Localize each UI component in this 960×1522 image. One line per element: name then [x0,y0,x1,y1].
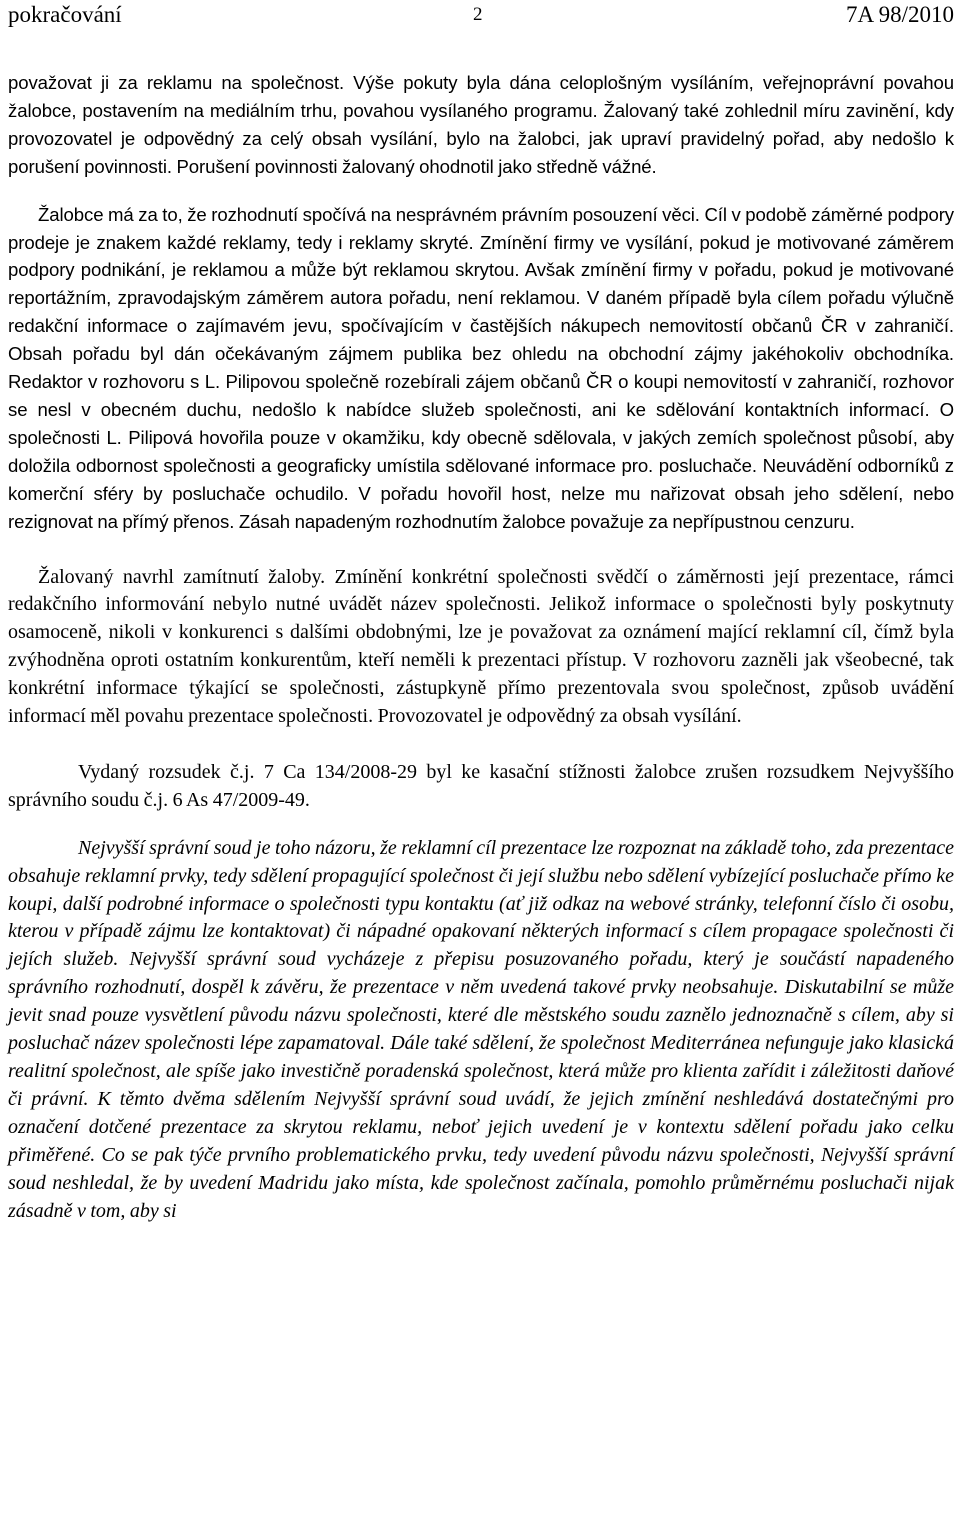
paragraph-plaintiff-argument [8,201,954,536]
paragraph-text: Vydaný rozsudek č.j. 7 Ca 134/2008-29 byl ke kasační stížnosti žalobce zrušen rozsudkem Nejvyššího správního soudu č.j. 6 As 47/2009-49. [8,760,954,811]
header-continuation-label: pokračování [8,2,122,27]
header-page-number: 2 [473,4,483,25]
header-case-number: 7A 98/2010 [846,2,954,27]
paragraph-supreme-court-opinion [8,835,954,1226]
document-body [8,69,954,1225]
paragraph-cassation-judgment [8,759,954,815]
paragraph-text: Nejvyšší správní soud je toho názoru, že reklamní cíl prezentace lze rozpoznat na základě toho, zda prezentace obsahuje reklamní prvky, tedy sdělení propagující společnost či její službu nebo sdělení vybízející posluchače přímo ke koupi, další podrobné informace o společnosti typu kontaktu (ať již odkaz na webové stránky, telefonní číslo či osobu, kterou v případě zájmu lze kontaktovat) či nápadné opakovaní některých informací s cílem propagace společnosti či jejích služeb. Nejvyšší správní soud vycházeje z přepisu posuzovaného pořadu, který je součástí napadeného správního rozhodnutí, dospěl k závěru, že prezentace v něm uvedená takové prvky neobsahuje. Diskutabilní se může jevit snad pouze vysvětlení původu názvu společnosti, které dle městského soudu zaznělo jednoznačně s cílem, aby si posluchač název společnosti lépe zapamatoval. Dále také sdělení, že společnost Mediterránea nefunguje jako klasická realitní společnost, ale spíše jako investičně poradenská společnost, která může pro klienta zařídit i záležitosti daňové či právní. K těmto dvěma sdělením Nejvyšší správní soud uvádí, že jejich zmínění neshledává dostatečnými pro označení dotčené prezentace za skrytou reklamu, neboť jejich uvedení je v kontextu sdělení pořadu jako celku přiměřené. Co se pak týče prvního problematického prvku, tedy uvedení původu názvu společnosti, Nejvyšší správní soud neshledal, že by uvedení Madridu jako místa, kde společnost začínala, pomohlo průměrnému posluchači nijak zásadně v tom, aby si [8,836,954,1222]
paragraph-text: Žalobce má za to, že rozhodnutí spočívá na nesprávném právním posouzení věci. Cíl v podobě záměrné podpory prodeje je znakem každé reklamy, tedy i reklamy skryté. [8,203,954,253]
paragraph-text: Zmínění firmy ve vysílání, pokud je motivované záměrem podpory podnikání, je reklamou a může být reklamou skrytou. Avšak zmínění firmy v pořadu, pokud je motivované reportážním, zpravodajským záměrem autora pořadu, není reklamou. V daném případě byla cílem pořadu výlučně redakční informace o zajímavém jevu, spočívajícím v častějších nákupech nemovitostí občanů ČR v zahraničí. Obsah pořadu byl dán očekávaným zájmem publika bez ohledu na obchodní zájmy jakéhokoliv obchodníka. Redaktor v rozhovoru s L. Pilipovou společně rozebírali zájem občanů ČR o koupi nemovitostí v zahraničí, rozhovor se nesl v obecném duchu, nedošlo k nabídce služeb společnosti, ani ke sdělování kontaktních informací. O společnosti L. Pilipová hovořila pouze v okamžiku, kdy obecně sdělovala, v jakých zemích společnost působí, aby doložila odbornost společnosti a geograficky umístila sdělované informace pro. posluchače. Neuvádění odborníků z komerční sféry by posluchače ochudilo. V pořadu hovořil host, nelze mu nařizovat obsah jeho sdělení, nebo rezignovat na přímý přenos. Zásah napadeným rozhodnutím žalobce považuje za nepřípustnou cenzuru. [8,231,954,532]
document-page [8,0,954,1225]
paragraph-text: Porušení povinnosti žalovaný ohodnotil jako středně vážné. [176,155,657,177]
page-header [8,0,954,40]
paragraph-text: považovat ji za reklamu na společnost. Výše pokuty byla dána celoplošným vysíláním, veřejnoprávní povahou žalobce, postavením na mediálním trhu, povahou vysílaného programu. Žalovaný také zohlednil míru zavinění, kdy provozovatel je odpovědný za celý obsah vysílání, bylo na žalobci, jak upraví pravidelný pořad, aby nedošlo k porušení povinnosti. [8,72,954,177]
paragraph-penalty-reasoning [8,69,954,181]
paragraph-text: Žalovaný navrhl zamítnutí žaloby. Zmínění konkrétní společnosti svědčí o záměrnosti její prezentace, rámci redakčního informování nebylo nutné uvádět název společnosti. Jelikož informace o společnosti byly poskytnuty osamoceně, nikoli v konkurenci s dalšími obdobnými, lze je považovat za oznámení mající reklamní cíl, čímž byla zvýhodněna oproti ostatním konkurentům, kteří neměli k prezentaci přístup. V rozhovoru zazněli jak všeobecné, tak konkrétní informace týkající se společnosti, zástupkyně přímo prezentovala svou společnost, způsob uvádění informací měl povahu prezentace společnosti. Provozovatel je odpovědný za obsah vysílání. [8,565,954,728]
paragraph-defendant-argument [8,564,954,731]
